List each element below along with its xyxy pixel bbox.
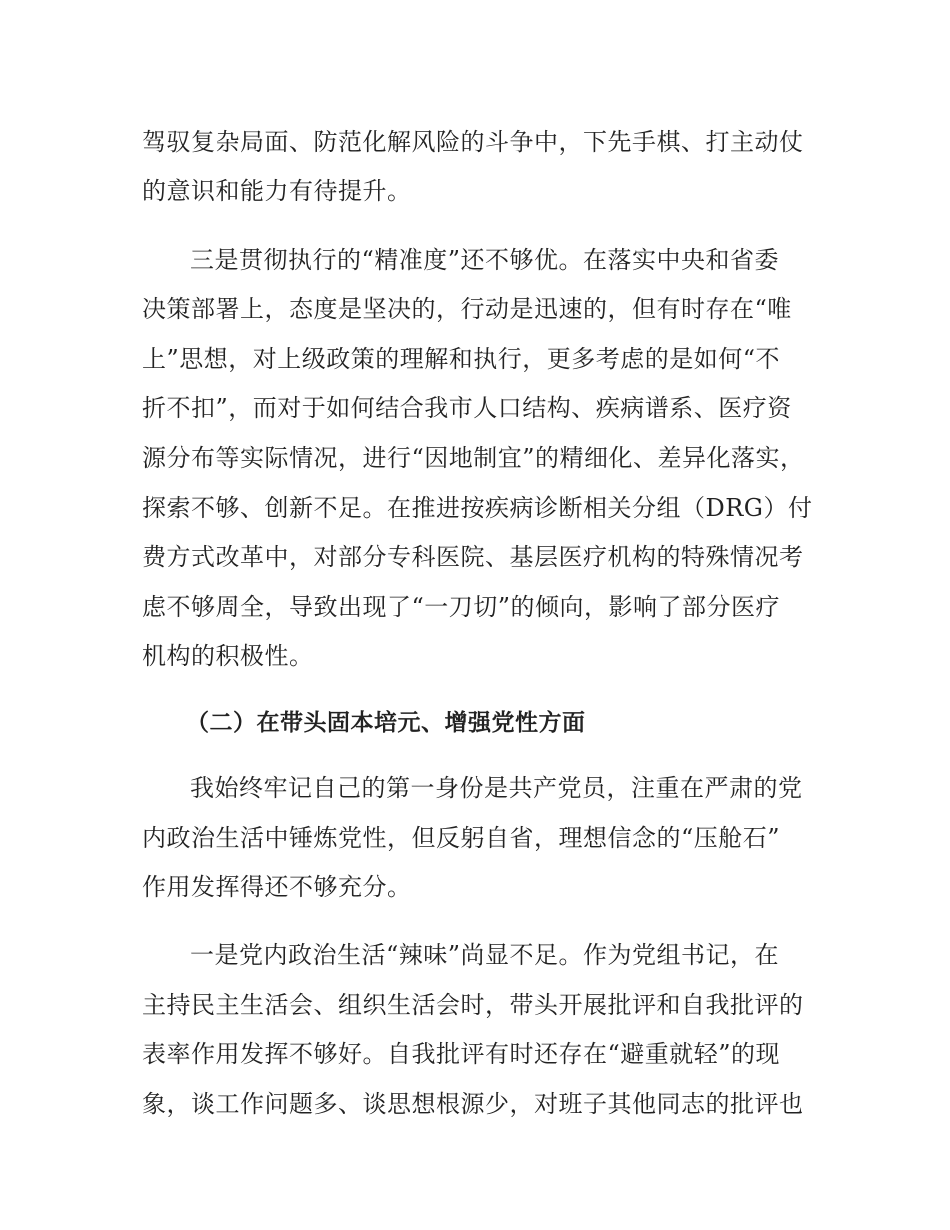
- body-text-line: 折不扣”，而对于如何结合我市人口结构、疾病谱系、医疗资: [142, 394, 792, 422]
- body-text-line: 源分布等实际情况，进行“因地制宜”的精细化、差异化落实，: [142, 444, 805, 472]
- body-text-line: 主持民主生活会、组织生活会时，带头开展批评和自我批评的: [142, 991, 804, 1019]
- body-text-line: 费方式改革中，对部分专科医院、基层医疗机构的特殊情况考: [142, 543, 804, 571]
- body-text-line: 内政治生活中锤炼党性，但反躬自省，理想信念的“压舱石”: [142, 824, 781, 852]
- body-text-line: 上”思想，对上级政策的理解和执行，更多考虑的是如何“不: [142, 345, 781, 373]
- body-text-line: 驾驭复杂局面、防范化解风险的斗争中，下先手棋、打主动仗: [142, 128, 804, 156]
- paragraph-first-line: 三是贯彻执行的“精准度”还不够优。在落实中央和省委: [190, 246, 780, 274]
- body-text-line: 探索不够、创新不足。在推进按疾病诊断相关分组（DRG）付: [142, 494, 813, 522]
- body-text-line: 的意识和能力有待提升。: [142, 177, 412, 205]
- paragraph-first-line: 一是党内政治生活“辣味”尚显不足。作为党组书记，在: [190, 941, 780, 969]
- body-text-line: 表率作用发挥不够好。自我批评有时还存在“避重就轻”的现: [142, 1040, 781, 1068]
- body-text-line: 象，谈工作问题多、谈思想根源少，对班子其他同志的批评也: [142, 1090, 804, 1118]
- body-text-line: 决策部署上，态度是坚决的，行动是迅速的，但有时存在“唯: [142, 295, 792, 323]
- section-heading: （二）在带头固本培元、增强党性方面: [186, 710, 586, 736]
- body-text-line: 机构的积极性。: [142, 642, 314, 670]
- body-text-line: 虑不够周全，导致出现了“一刀切”的倾向，影响了部分医疗: [142, 593, 781, 621]
- body-text-line: 作用发挥得还不够充分。: [142, 873, 412, 901]
- paragraph-first-line: 我始终牢记自己的第一身份是共产党员，注重在严肃的党: [190, 774, 803, 802]
